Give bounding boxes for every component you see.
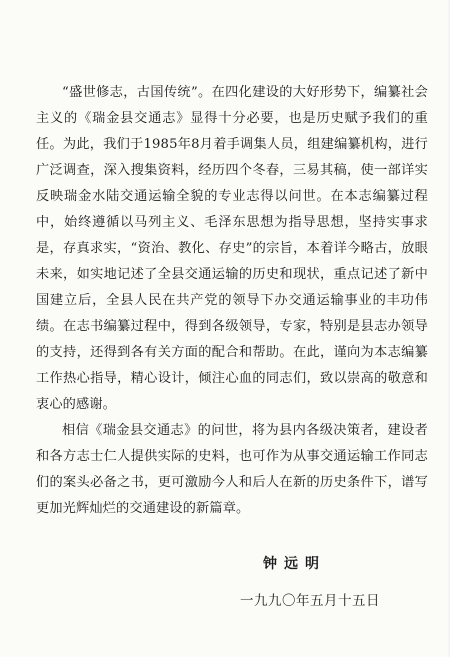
document-date: 一九九〇年五月十五日 bbox=[240, 593, 380, 609]
preface-paragraph-2: 相信《瑞金县交通志》的问世，将为县内各级决策者，建设者和各方志士仁人提供实际的史料，也可作为从事交通运输工作同志们的案头必备之书，更可激励今人和后人在新的历史条件下，谱写更加光辉灿烂的交通建设的新篇章。 bbox=[36, 423, 428, 516]
preface-paragraph-1: “盛世修志，古国传统”。在四化建设的大好形势下，编纂社会主义的《瑞金县交通志》显得十分必要，也是历史赋予我们的重任。为此，我们于1985年8月着手调集人员，组建编纂机构，进行广泛调查，深入搜集资料，经历四个冬春，三易其稿，使一部详实反映瑞金水陆交通运输全貌的专业志得以问世。在本志编纂过程中，始终遵循以马列主义、毛泽东思想为指导思想，坚持实事求是，存真求实，“资治、教化、存史”的宗旨，本着详今略古，放眼未来，如实地记述了全县交通运输的历史和现状，重点记述了新中国建立后，全县人民在共产党的领导下办交通运输事业的丰功伟绩。在志书编纂过程中，得到各级领导，专家，特别是县志办领导的支持，还得到各有关方面的配合和帮助。在此，谨向为本志编纂工作热心指导，精心设计，倾注心血的同志们，致以崇高的敬意和衷心的感谢。 bbox=[36, 85, 428, 412]
author-signature: 钟远明 bbox=[263, 556, 326, 572]
preface-body bbox=[36, 80, 428, 522]
